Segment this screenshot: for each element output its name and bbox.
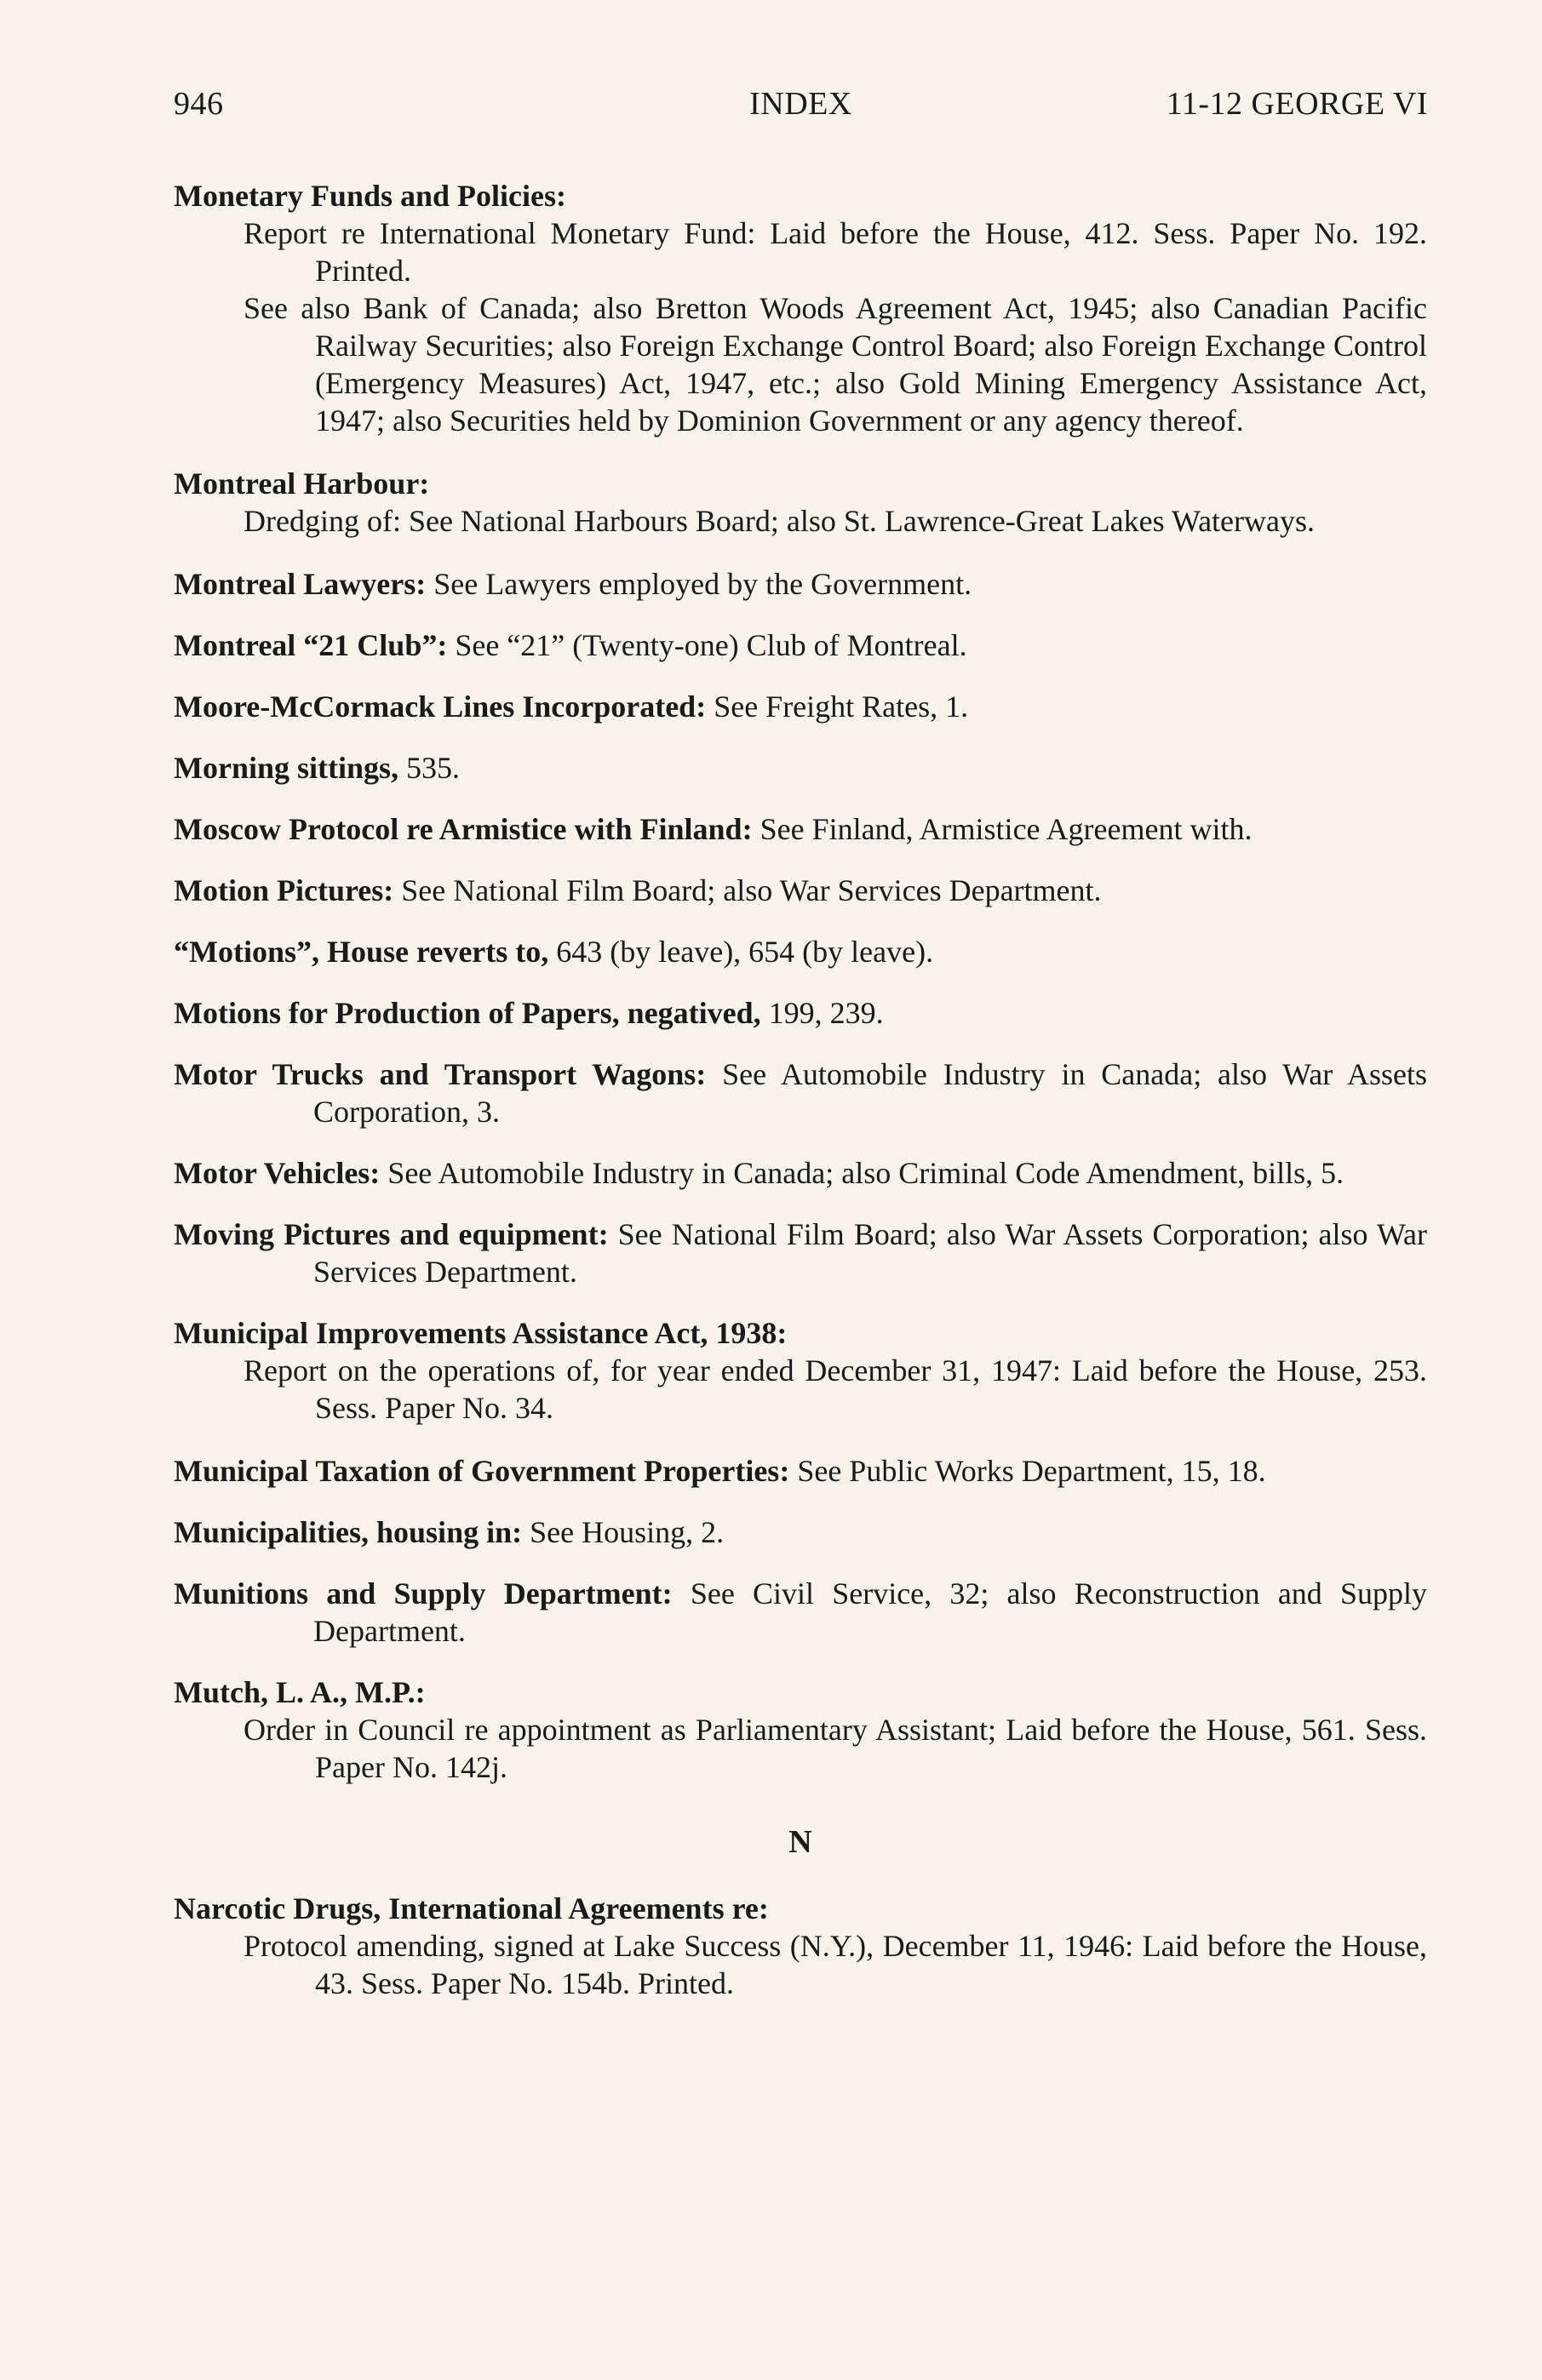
index-entry: [174, 465, 1427, 540]
entry-heading: Motion Pictures:: [174, 873, 394, 907]
entry-text: See Housing, 2.: [530, 1515, 725, 1549]
index-entry: [174, 1890, 1427, 2002]
entry-heading: Mutch, L. A., M.P.:: [174, 1675, 426, 1709]
entry-heading: Morning sittings,: [174, 751, 399, 785]
entry-text: See Lawyers employed by the Government.: [433, 567, 972, 601]
entry-text: See Freight Rates, 1.: [714, 689, 969, 724]
entry-text: See National Film Board; also War Services Department.: [401, 873, 1102, 907]
running-title: INDEX: [749, 86, 852, 122]
entry-text: See Public Works Department, 15, 18.: [797, 1454, 1266, 1488]
entry-heading: Municipal Taxation of Government Properties:: [174, 1454, 790, 1488]
entry-heading: Municipal Improvements Assistance Act, 1938:: [174, 1316, 788, 1350]
entry-subentry: Protocol amending, signed at Lake Success (N.Y.), December 11, 1946: Laid before the House, 43. Sess. Paper No. 154b. Printed.: [244, 1929, 1427, 2000]
entry-heading: Narcotic Drugs, International Agreements re:: [174, 1891, 769, 1925]
index-entry: [174, 1673, 1427, 1786]
entry-heading: Motor Trucks and Transport Wagons:: [174, 1057, 707, 1091]
index-entry: [174, 1216, 1427, 1290]
entry-heading: Montreal “21 Club”:: [174, 628, 448, 662]
entry-heading: “Motions”, House reverts to,: [174, 935, 549, 969]
entry-text: See Finland, Armistice Agreement with.: [760, 812, 1253, 846]
index-entries: [174, 177, 1427, 2028]
index-entry: [174, 872, 1427, 909]
entry-heading: Moore-McCormack Lines Incorporated:: [174, 689, 707, 724]
entry-text: 643 (by leave), 654 (by leave).: [556, 935, 934, 969]
entry-heading: Monetary Funds and Policies:: [174, 179, 567, 213]
index-entry: [174, 688, 1427, 725]
entry-text: 199, 239.: [768, 996, 884, 1030]
index-entry: [174, 1154, 1427, 1192]
entry-heading: Motor Vehicles:: [174, 1156, 381, 1190]
entry-subentry: Dredging of: See National Harbours Board; also St. Lawrence-Great Lakes Waterways.: [244, 504, 1316, 538]
entry-heading: Moscow Protocol re Armistice with Finland:: [174, 812, 753, 846]
entry-heading: Motions for Production of Papers, negatived,: [174, 996, 761, 1030]
page-header: [174, 85, 1428, 133]
entry-text: See “21” (Twenty-one) Club of Montreal.: [455, 628, 967, 662]
entry-text: See Civil Service, 32; also Reconstruction and Supply Department.: [313, 1576, 1428, 1648]
index-entry: [174, 1575, 1427, 1650]
entry-text: See National Film Board; also War Assets Corporation; also War Services Department.: [313, 1217, 1428, 1289]
entry-subentry: Report re International Monetary Fund: Laid before the House, 412. Sess. Paper No. 192. Printed.: [244, 216, 1427, 288]
index-entry: [174, 565, 1427, 603]
page-number: 946: [174, 86, 224, 122]
index-entry: [174, 1056, 1427, 1130]
running-volume: 11-12 GEORGE VI: [1166, 86, 1428, 122]
index-entry: [174, 1314, 1427, 1427]
entry-text: See Automobile Industry in Canada; also War Assets Corporation, 3.: [313, 1057, 1428, 1129]
index-entry: [174, 626, 1427, 664]
entry-see-also: See also Bank of Canada; also Bretton Woods Agreement Act, 1945; also Canadian Pacific Railway Securities; also Foreign Exchange Control Board; also Foreign Exchange Control (Emergency Measures) Act, 1947, etc.; also Gold Mining Emergency Assistance Act, 1947; also Securities held by Dominion Government or any agency thereof.: [244, 291, 1427, 438]
entry-heading: Montreal Lawyers:: [174, 567, 427, 601]
index-entry: [174, 994, 1427, 1032]
index-entry: [174, 1452, 1427, 1490]
index-entry: [174, 810, 1427, 848]
entry-text: See Automobile Industry in Canada; also Criminal Code Amendment, bills, 5.: [387, 1156, 1344, 1190]
entry-heading: Montreal Harbour:: [174, 466, 430, 501]
index-entry: [174, 1513, 1427, 1551]
section-letter: N: [788, 1824, 812, 1860]
entry-heading: Municipalities, housing in:: [174, 1515, 523, 1549]
entry-subentry: Order in Council re appointment as Parliamentary Assistant; Laid before the House, 561. Sess. Paper No. 142j.: [244, 1713, 1427, 1784]
entry-subentry: Report on the operations of, for year ended December 31, 1947: Laid before the House, 253. Sess. Paper No. 34.: [244, 1353, 1427, 1425]
index-entry: [174, 749, 1427, 787]
index-entry: [174, 177, 1427, 439]
entry-heading: Munitions and Supply Department:: [174, 1576, 673, 1611]
entry-heading: Moving Pictures and equipment:: [174, 1217, 609, 1251]
entry-text: 535.: [406, 751, 461, 785]
index-entry: [174, 933, 1427, 970]
